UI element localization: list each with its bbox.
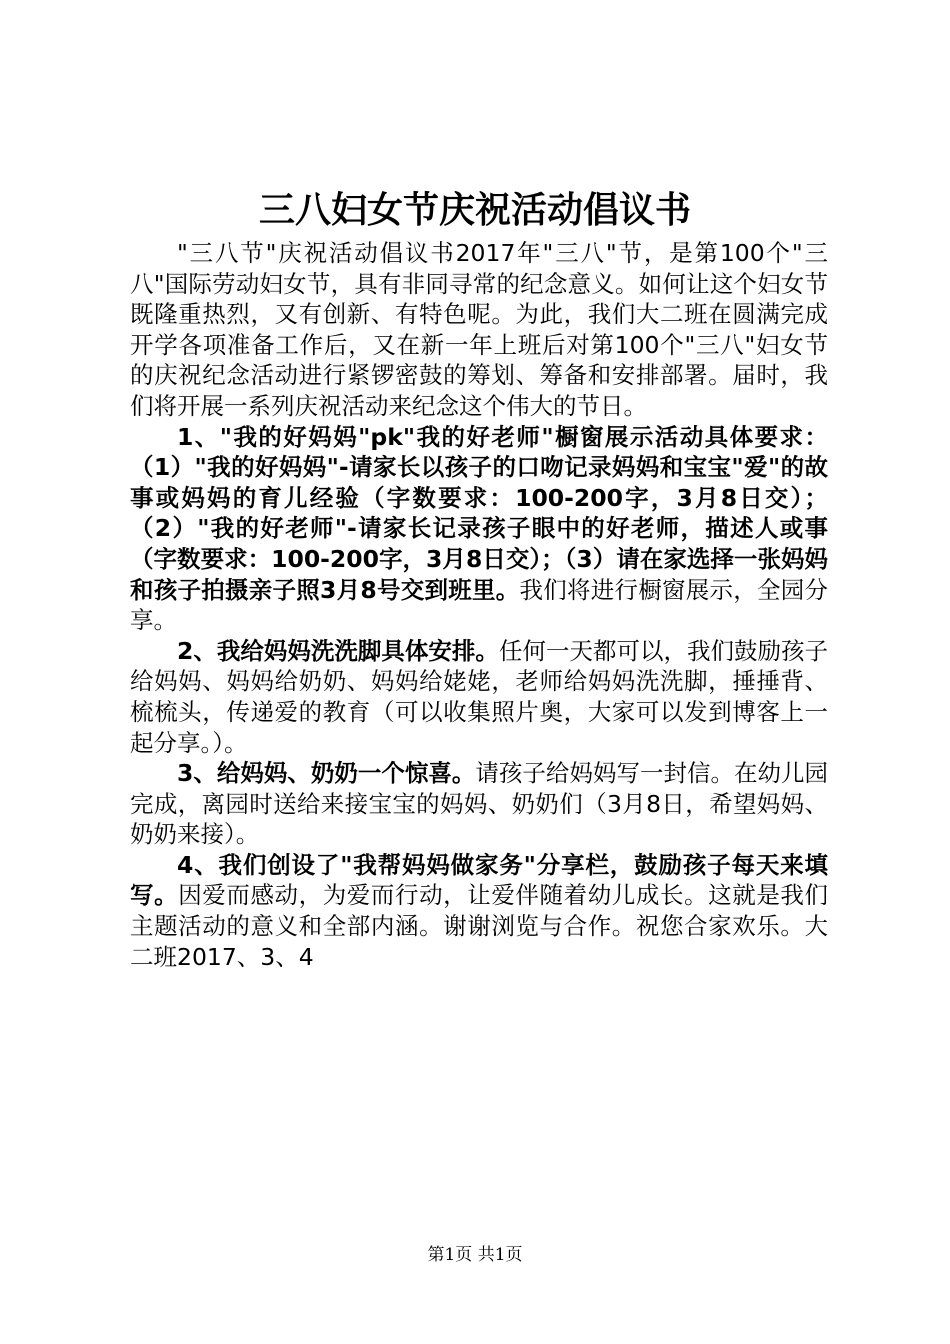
item-4-text: 因爱而感动，为爱而行动，让爱伴随着幼儿成长。这就是我们主题活动的意义和全部内涵。谢谢浏览与合作。祝您合家欢乐。大二班2017、3、4 — [130, 881, 829, 971]
item-3-paragraph — [130, 758, 828, 850]
item-1-text: 我们将进行橱窗展示，全园分享。 — [130, 575, 829, 635]
item-2-text: 任何一天都可以，我们鼓励孩子给妈妈、妈妈给奶奶、妈妈给姥姥，老师给妈妈洗洗脚，捶捶背、梳梳头，传递爱的教育（可以收集照片奥，大家可以发到博客上一起分享。）。 — [130, 636, 829, 757]
item-3-heading: 3、给妈妈、奶奶一个惊喜。 — [177, 759, 476, 788]
intro-paragraph: "三八节"庆祝活动倡议书2017年"三八"节，是第100个"三八"国际劳动妇女节，具有非同寻常的纪念意义。如何让这个妇女节既隆重热烈，又有创新、有特色呢。为此，我们大二班在圆满完成开学各项准备工作后，又在新一年上班后对第100个"三八"妇女节的庆祝纪念活动进行紧锣密鼓的筹划、筹备和安排部署。届时，我们将开展一系列庆祝活动来纪念这个伟大的节日。 — [130, 239, 828, 420]
item-4-paragraph — [130, 850, 828, 972]
document-body — [130, 238, 828, 972]
item-2-heading: 2、我给妈妈洗洗脚具体安排。 — [177, 636, 499, 665]
item-2-paragraph — [130, 636, 828, 758]
page-footer: 第1页 共1页 — [427, 1245, 523, 1265]
item-3-text: 请孩子给妈妈写一封信。在幼儿园完成，离园时送给来接宝宝的妈妈、奶奶们（3月8日，希望妈妈、奶奶来接）。 — [130, 759, 828, 849]
item-1-heading: 1、"我的好妈妈"pk"我的好老师"橱窗展示活动具体要求：（1）"我的好妈妈"-请家长以孩子的口吻记录妈妈和宝宝"爱"的故事或妈妈的育儿经验（字数要求：100-200字，3月8日交）；（2）"我的好老师"-请家长记录孩子眼中的好老师，描述人或事（字数要求：100-200字，3月8日交）；（3）请在家选择一张妈妈和孩子拍摄亲子照3月8号交到班里。 — [130, 422, 828, 604]
item-1-paragraph — [130, 422, 828, 636]
item-4-heading: 4、我们创设了"我帮妈妈做家务"分享栏，鼓励孩子每天来填写。 — [130, 850, 828, 910]
document-title: 三八妇女节庆祝活动倡议书 — [258, 189, 691, 231]
